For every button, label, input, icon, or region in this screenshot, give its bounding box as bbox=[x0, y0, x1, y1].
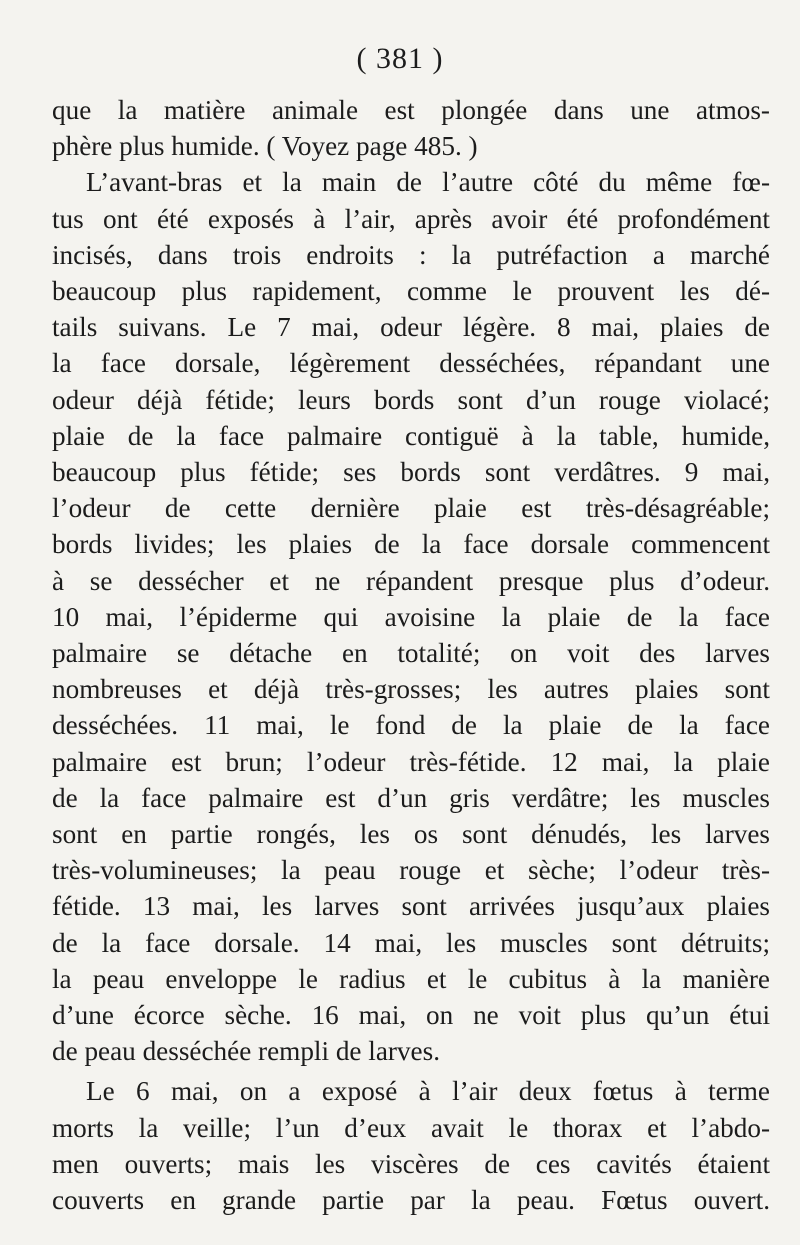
text-line: d’une écorce sèche. 16 mai, on ne voit plus qu’un étui bbox=[52, 1000, 770, 1031]
text-line: très-volumineuses; la peau rouge et sèche; l’odeur très- bbox=[52, 855, 770, 886]
text-line: beaucoup plus fétide; ses bords sont verdâtres. 9 mai, bbox=[52, 457, 770, 488]
text-line: palmaire est brun; l’odeur très-fétide. 12 mai, la plaie bbox=[52, 746, 770, 777]
text-line: 10 mai, l’épiderme qui avoisine la plaie de la face bbox=[52, 601, 770, 632]
text-line: sont en partie rongés, les os sont dénudés, les larves bbox=[52, 819, 770, 850]
text-line: de la face dorsale. 14 mai, les muscles sont détruits; bbox=[52, 927, 770, 958]
text-line: couverts en grande partie par la peau. Fœtus ouvert. bbox=[52, 1185, 770, 1216]
text-line: tails suivans. Le 7 mai, odeur légère. 8 mai, plaies de bbox=[52, 312, 770, 343]
body-text bbox=[52, 92, 770, 1218]
page-number: ( 381 ) bbox=[356, 42, 444, 75]
text-line: tus ont été exposés à l’air, après avoir été profondément bbox=[52, 203, 770, 234]
text-line: de peau desséchée rempli de larves. bbox=[52, 1036, 440, 1067]
text-line: fétide. 13 mai, les larves sont arrivées jusqu’aux plaies bbox=[52, 891, 770, 922]
text-line: desséchées. 11 mai, le fond de la plaie de la face bbox=[52, 710, 770, 741]
text-line: Le 6 mai, on a exposé à l’air deux fœtus à terme bbox=[86, 1076, 770, 1107]
text-line: plaie de la face palmaire contiguë à la table, humide, bbox=[52, 420, 770, 451]
text-line: morts la veille; l’un d’eux avait le thorax et l’abdo- bbox=[52, 1112, 770, 1143]
text-line: la peau enveloppe le radius et le cubitus à la manière bbox=[52, 963, 770, 994]
text-line: phère plus humide. ( Voyez page 485. ) bbox=[52, 131, 478, 162]
text-line: la face dorsale, légèrement desséchées, répandant une bbox=[52, 348, 770, 379]
text-line: odeur déjà fétide; leurs bords sont d’un rouge violacé; bbox=[52, 384, 770, 415]
text-line: beaucoup plus rapidement, comme le prouvent les dé- bbox=[52, 276, 770, 307]
text-line: l’odeur de cette dernière plaie est très-désagréable; bbox=[52, 493, 770, 524]
text-line: à se dessécher et ne répandent presque plus d’odeur. bbox=[52, 565, 770, 596]
text-line: que la matière animale est plongée dans une atmos- bbox=[52, 95, 770, 125]
text-line: bords livides; les plaies de la face dorsale commencent bbox=[52, 529, 770, 560]
text-line: incisés, dans trois endroits : la putréfaction a marché bbox=[52, 239, 770, 270]
text-line: de la face palmaire est d’un gris verdâtre; les muscles bbox=[52, 782, 770, 813]
text-line: men ouverts; mais les viscères de ces cavités étaient bbox=[52, 1148, 770, 1179]
text-line: palmaire se détache en totalité; on voit des larves bbox=[52, 638, 770, 669]
text-line: nombreuses et déjà très-grosses; les autres plaies sont bbox=[52, 674, 770, 705]
text-line: L’avant-bras et la main de l’autre côté du même fœ- bbox=[86, 167, 770, 198]
